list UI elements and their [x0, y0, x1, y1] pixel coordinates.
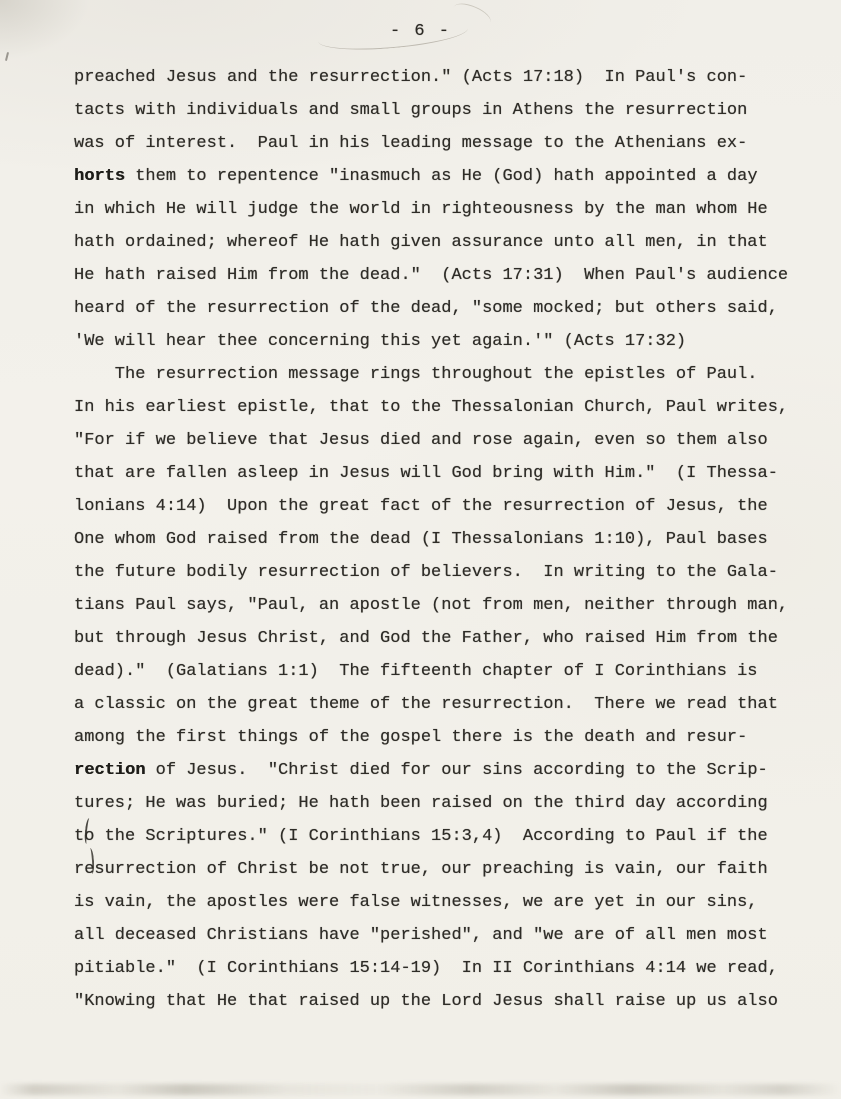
text-line	[74, 721, 814, 754]
text-line	[74, 952, 814, 985]
line-text: preached Jesus and the resurrection." (Acts 17:18) In Paul's con-	[74, 68, 748, 87]
line-text: The resurrection message rings throughout the epistles of Paul.	[74, 365, 758, 384]
text-line	[74, 259, 814, 292]
line-text: heard of the resurrection of the dead, "some mocked; but others said,	[74, 299, 778, 318]
text-line	[74, 127, 814, 160]
text-line	[74, 886, 814, 919]
line-text: that are fallen asleep in Jesus will God bring with Him." (I Thessa-	[74, 464, 778, 483]
line-text: "Knowing that He that raised up the Lord Jesus shall raise up us also	[74, 992, 778, 1011]
line-text: hath ordained; whereof He hath given assurance unto all men, in that	[74, 233, 768, 252]
line-text: in which He will judge the world in righteousness by the man whom He	[74, 200, 768, 219]
text-line	[74, 655, 814, 688]
line-text: dead)." (Galatians 1:1) The fifteenth chapter of I Corinthians is	[74, 662, 758, 681]
text-line	[74, 556, 814, 589]
text-line	[74, 226, 814, 259]
text-line	[74, 457, 814, 490]
text-line	[74, 622, 814, 655]
text-line	[74, 292, 814, 325]
text-line	[74, 985, 814, 1018]
line-text: One whom God raised from the dead (I Thessalonians 1:10), Paul bases	[74, 530, 768, 549]
text-line	[74, 94, 814, 127]
line-text: of Jesus. "Christ died for our sins according to the Scrip-	[145, 761, 768, 780]
text-line	[74, 589, 814, 622]
scan-smudge	[0, 1084, 841, 1095]
line-text: among the first things of the gospel there is the death and resur-	[74, 728, 748, 747]
text-line	[74, 853, 814, 886]
text-line	[74, 688, 814, 721]
text-line	[74, 193, 814, 226]
line-text: In his earliest epistle, that to the Thessalonian Church, Paul writes,	[74, 398, 789, 417]
text-line	[74, 391, 814, 424]
line-text: a classic on the great theme of the resurrection. There we read that	[74, 695, 778, 714]
text-line	[74, 61, 814, 94]
line-text: them to repentence "inasmuch as He (God) hath appointed a day	[125, 167, 758, 186]
text-line	[74, 787, 814, 820]
overtyped-word: rection	[74, 761, 146, 780]
text-line	[74, 754, 814, 787]
line-text: to the Scriptures." (I Corinthians 15:3,4) According to Paul if the	[74, 827, 768, 846]
line-text: tures; He was buried; He hath been raised on the third day according	[74, 794, 768, 813]
text-line	[74, 325, 814, 358]
line-text: lonians 4:14) Upon the great fact of the resurrection of Jesus, the	[74, 497, 768, 516]
line-text: pitiable." (I Corinthians 15:14-19) In II Corinthians 4:14 we read,	[74, 959, 778, 978]
line-text: resurrection of Christ be not true, our preaching is vain, our faith	[74, 860, 768, 879]
line-text: was of interest. Paul in his leading message to the Athenians ex-	[74, 134, 748, 153]
line-text: tacts with individuals and small groups in Athens the resurrection	[74, 101, 748, 120]
overtyped-word: horts	[74, 167, 126, 186]
text-line	[74, 523, 814, 556]
text-line	[74, 919, 814, 952]
line-text: 'We will hear thee concerning this yet again.'" (Acts 17:32)	[74, 332, 687, 351]
line-text: He hath raised Him from the dead." (Acts 17:31) When Paul's audience	[74, 266, 789, 285]
page-number: - 6 -	[389, 22, 451, 41]
text-line	[74, 160, 814, 193]
line-text: but through Jesus Christ, and God the Father, who raised Him from the	[74, 629, 778, 648]
text-line	[74, 424, 814, 457]
text-line	[74, 490, 814, 523]
typewritten-text	[74, 61, 814, 1018]
text-line	[74, 820, 814, 853]
line-text: tians Paul says, "Paul, an apostle (not from men, neither through man,	[74, 596, 789, 615]
line-text: is vain, the apostles were false witnesses, we are yet in our sins,	[74, 893, 758, 912]
line-text: the future bodily resurrection of believers. In writing to the Gala-	[74, 563, 778, 582]
text-line	[74, 358, 814, 391]
line-text: "For if we believe that Jesus died and rose again, even so them also	[74, 431, 768, 450]
line-text: all deceased Christians have "perished", and "we are of all men most	[74, 926, 768, 945]
